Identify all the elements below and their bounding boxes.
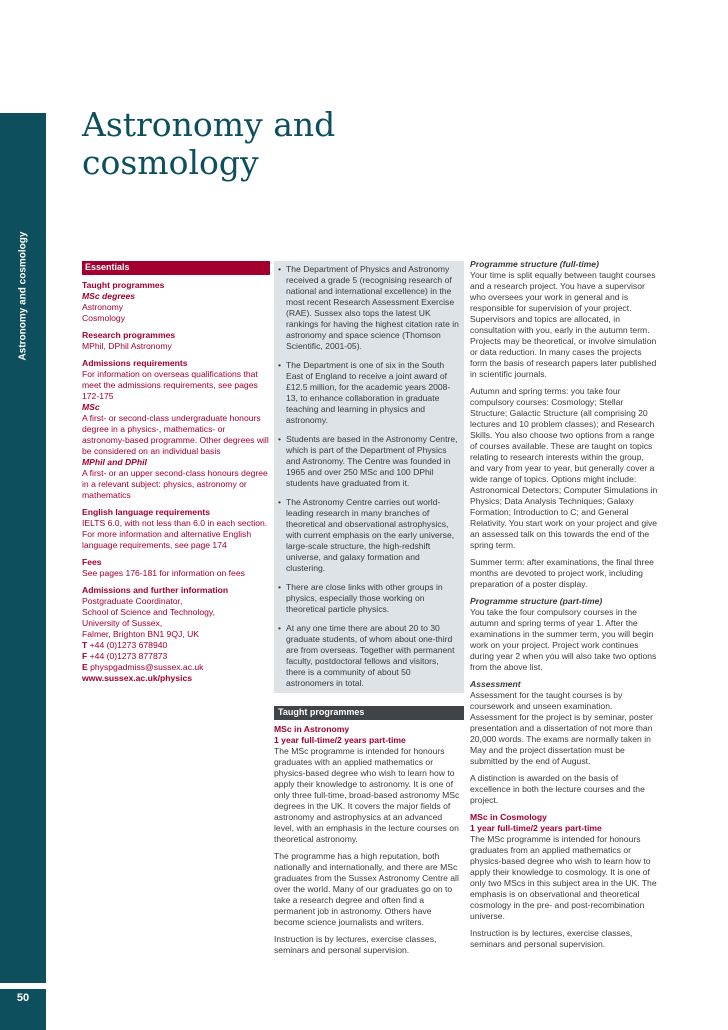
msc-astronomy-paragraph: The programme has a high reputation, both nationally and internationally, and there are MSc graduates from the Sussex Astronomy Centre all over the world. Many of our graduates go on to take a research degree and often find a permanent job in astronomy. Others have become science journalists and writers. [274,851,459,927]
structure-paragraph: You take the four compulsory courses in the autumn and spring terms of year 1. After the examinations in the summer term, you will begin work on your project. Project work continues during year 2 when you will also take two options from the above list. [470,607,657,672]
cosmology-paragraph: The MSc programme is intended for honours graduates from an applied mathematics or physics-based degree who wish to learn how to apply their knowledge to cosmology. It is one of only two MScs in this subject area in the UK. The emphasis is on observational and theoretical cosmology in the pre- and post-recombination universe. [470,834,657,921]
msc-requirements: A first- or second-class undergraduate honours degree in a physics-, mathematics- or astronomy-based programme. Other degrees will be considered on an individual basis [82,413,269,456]
english-text: IELTS 6.0, with not less than 6.0 in each section. For more information and alternative English language requirements, see page 174 [82,518,268,550]
msc-cosmology-title: MSc in Cosmology [470,812,547,822]
email-link[interactable]: physpgadmiss@sussex.ac.uk [90,662,204,672]
assessment-heading: Assessment [470,679,521,689]
website-link[interactable]: www.sussex.ac.uk/physics [82,673,193,683]
fees-heading: Fees [82,557,102,567]
email [82,662,270,673]
msc-degrees-label: MSc degrees [82,291,136,301]
structure-paragraph: Your time is split equally between taught courses and a research project. You have a supervisor who oversees your work in general and is responsible for supervision of your project. Supervisors and topics are allocated, in consultation with you, early in the autumn term. Projects may be theoretical, or involve simulation or data reduction. In many cases the projects form the basis of research papers later published in scientific journals. [470,270,657,379]
taught-programmes-header: Taught programmes [274,706,464,720]
fax-number: +44 (0)1273 877873 [89,651,168,661]
middle-column [274,261,464,962]
essentials-header: Essentials [82,261,270,275]
highlight-item: • The Department of Physics and Astronomy received a grade 5 (recognising research of national and international excellence) in the most recent Research Assessment Exercise (RAE). Sussex also tops the latest UK rankings for having the highest citation rate in astronomy and space science (Thomson Scientific, 2001-05). [278,264,459,352]
assessment-paragraph: A distinction is awarded on the basis of excellence in both the lecture courses and the project. [470,773,645,805]
fulltime-structure-heading: Programme structure (full-time) [470,259,599,269]
page-title [82,106,335,182]
address-line: School of Science and Technology, [82,607,215,617]
admissions-heading: Admissions requirements [82,358,188,368]
address-line: Postgraduate Coordinator, [82,596,183,606]
msc-astronomy-title: MSc in Astronomy [274,724,350,734]
fees-text: See pages 176-181 for information on fees [82,568,245,578]
english-heading: English language requirements [82,507,210,517]
admissions-text: For information on overseas qualifications that meet the admissions requirements, see pages 172-175 [82,369,258,401]
cosmology-paragraph: Instruction is by lectures, exercise classes, seminars and personal supervision. [470,928,633,949]
msc-astronomy-duration: 1 year full-time/2 years part-time [274,735,406,745]
mphil-label: MPhil and DPhil [82,457,147,467]
further-info-heading: Admissions and further information [82,585,229,595]
highlight-item: • The Astronomy Centre carries out world-leading research in many branches of theoretical and observational astrophysics, with current emphasis on the early universe, large-scale structure, the high-redshift universe, and galaxy formation and clustering. [278,497,459,574]
msc-astronomy-paragraph: The MSc programme is intended for honours graduates with an applied mathematics or physics-based degree who wish to learn how to apply their knowledge to astronomy. It is one of only three full-time, broad-based astronomy MSc degrees in the UK. It covers the major fields of astronomy and astrophysics at an advanced level, with an emphasis in the lecture courses on theoretical astronomy. [274,746,460,844]
fax [82,651,270,662]
taught-heading: Taught programmes [82,280,165,290]
page-number: 50 [0,989,46,1030]
parttime-structure-heading: Programme structure (part-time) [470,596,603,606]
msc-item: Cosmology [82,313,125,323]
title-line-2: cosmology [82,143,259,182]
msc-astronomy-paragraph: Instruction is by lectures, exercise classes, seminars and personal supervision. [274,934,437,955]
email-label: E [82,662,88,672]
fax-label: F [82,651,88,661]
research-text: MPhil, DPhil Astronomy [82,341,172,351]
mphil-requirements: A first- or an upper second-class honours degree in a relevant subject: physics, astronomy or mathematics [82,468,268,500]
telephone [82,640,270,651]
right-column [470,259,658,956]
essentials-column [82,261,270,684]
highlight-item: • The Department is one of six in the South East of England to receive a joint award of £12.5 million, for the academic years 2008-13, to enhance collaboration in graduate teaching and learning in physics and astronomy. [278,360,459,426]
assessment-paragraph: Assessment for the taught courses is by coursework and unseen examination. Assessment for the project is by seminar, poster presentation and a dissertation of not more than 20,000 words. The exams are normally taken in May and the project dissertation must be submitted by the end of August. [470,690,653,766]
highlight-item: • At any one time there are about 20 to 30 graduate students, of whom about one-third are from overseas. Together with permanent faculty, postdoctoral fellows and visitors, there is a community of about 50 astronomers in total. [278,623,459,689]
research-heading: Research programmes [82,330,176,340]
sidebar-subject-label: Astronomy and cosmology [17,231,29,361]
address-line: Falmer, Brighton BN1 9QJ, UK [82,629,200,639]
structure-paragraph: Summer term: after examinations, the final three months are devoted to project work, including preparation of a poster display. [470,557,654,589]
address-line: University of Sussex, [82,618,163,628]
highlight-item: • There are close links with other groups in physics, especially those working on theoretical particle physics. [278,582,459,615]
highlight-item: • Students are based in the Astronomy Centre, which is part of the Department of Physics and Astronomy. The Centre was founded in 1965 and over 250 MSc and 100 DPhil students have graduated from it. [278,434,459,489]
tel-label: T [82,640,88,650]
highlights-box [274,261,464,693]
msc-item: Astronomy [82,302,124,312]
tel-number: +44 (0)1273 678940 [89,640,168,650]
title-line-1: Astronomy and [82,105,336,144]
msc-label: MSc [82,402,100,412]
sidebar-band [0,113,46,983]
msc-cosmology-duration: 1 year full-time/2 years part-time [470,823,602,833]
structure-paragraph: Autumn and spring terms: you take four compulsory courses: Cosmology; Stellar Structure; Galactic Structure (all comprising 20 lectures and 10 problem classes); and Research Skills. You also choose two options from a range of courses available. These are taught on topics relating to research interests within the group, and vary from year to year, but generally cover a wide range of topics. Options might include: Astronomical Detectors; Computer Simulations in Physics; Data Analysis Techniques; Galaxy Formation; Introduction to C; and General Relativity. You start work on your project and give an assessed talk on this towards the end of the spring term. [470,386,658,550]
